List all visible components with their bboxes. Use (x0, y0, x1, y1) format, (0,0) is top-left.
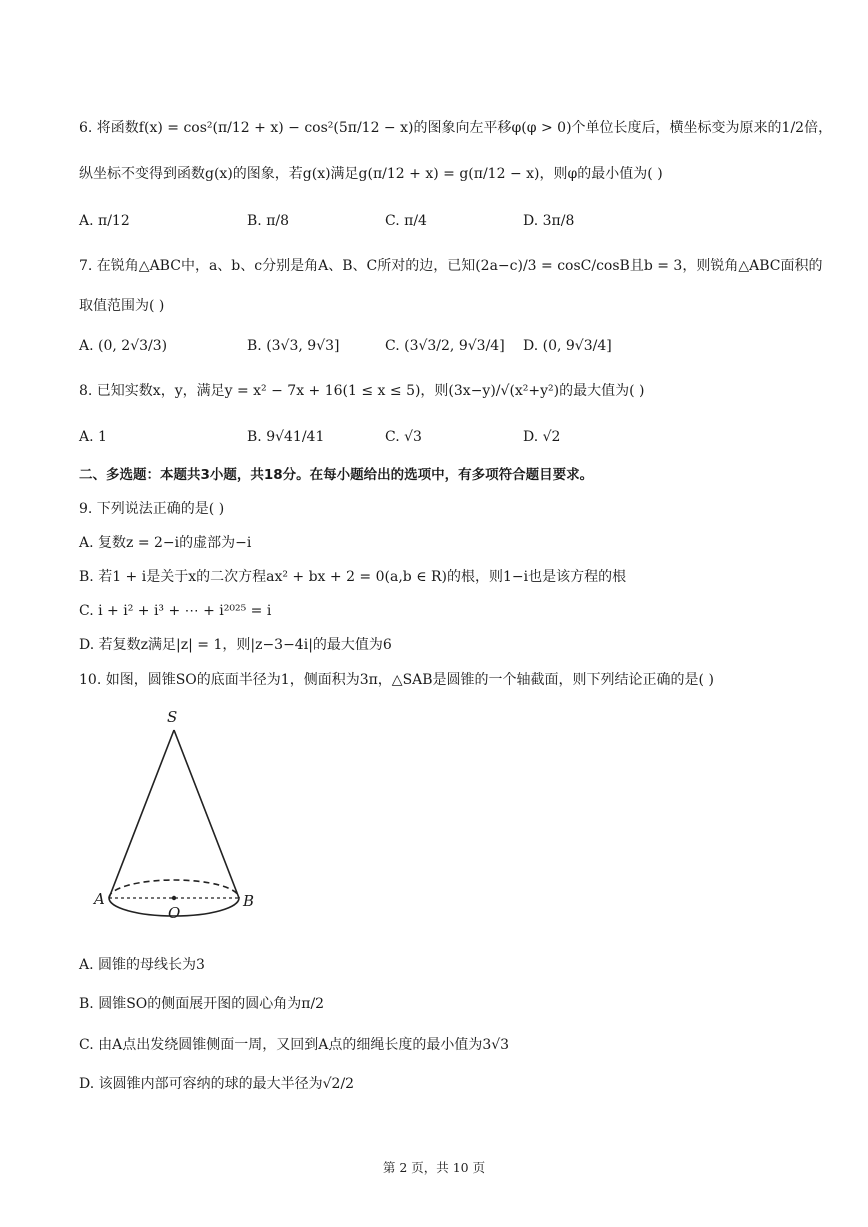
q10-option-b: B. 圆锥SO的侧面展开图的圆心角为π/2 (79, 996, 325, 1012)
q10-option-a: A. 圆锥的母线长为3 (79, 957, 205, 973)
label-b: B (243, 892, 255, 910)
label-o: O (168, 904, 181, 922)
q7-option-d: D. (0, 9√3/4] (523, 338, 612, 354)
label-a: A (94, 890, 105, 908)
q8-option-a: A. 1 (79, 429, 107, 445)
center-point-o (172, 896, 176, 900)
q6-option-b: B. π/8 (247, 213, 290, 229)
q8-stem-line1: 8. 已知实数x，y，满足y = x² − 7x + 16(1 ≤ x ≤ 5)，则(3x−y)/√(x²+y²)的最大值为( ) (79, 383, 645, 399)
q10-stem-line1: 10. 如图，圆锥SO的底面半径为1，侧面积为3π，△SAB是圆锥的一个轴截面，则下列结论正确的是( ) (79, 672, 714, 688)
cone-figure (88, 708, 278, 928)
q7-stem-line1: 7. 在锐角△ABC中，a、b、c分别是角A、B、C所对的边，已知(2a−c)/3 = cosC/cosB且b = 3，则锐角△ABC面积的 (79, 258, 823, 274)
q7-stem-line2: 取值范围为( ) (79, 298, 165, 314)
label-s: S (167, 708, 178, 726)
page-number-footer: 第 2 页，共 10 页 (382, 1160, 486, 1175)
q8-option-d: D. √2 (523, 429, 561, 445)
q6-option-c: C. π/4 (385, 213, 427, 229)
q9-option-d: D. 若复数z满足|z| = 1，则|z−3−4i|的最大值为6 (79, 637, 392, 653)
q6-stem-line1: 6. 将函数f(x) = cos²(π/12 + x) − cos²(5π/12 − x)的图象向左平移φ(φ > 0)个单位长度后，横坐标变为原来的1/2倍， (79, 120, 833, 136)
cone-generatrix-left (109, 730, 174, 898)
section-heading-multiple-choice: 二、多选题：本题共3小题，共18分。在每小题给出的选项中，有多项符合题目要求。 (79, 467, 594, 483)
cone-generatrix-right (174, 730, 239, 898)
q8-option-b: B. 9√41/41 (247, 429, 325, 445)
q9-option-a: A. 复数z = 2−i的虚部为−i (79, 535, 252, 551)
q10-option-d: D. 该圆锥内部可容纳的球的最大半径为√2/2 (79, 1076, 355, 1092)
q8-option-c: C. √3 (385, 429, 422, 445)
q7-option-c: C. (3√3/2, 9√3/4] (385, 338, 505, 354)
q6-stem-line2: 纵坐标不变得到函数g(x)的图象，若g(x)满足g(π/12 + x) = g(π/12 − x)，则φ的最小值为( ) (79, 166, 663, 182)
q9-option-b: B. 若1 + i是关于x的二次方程ax² + bx + 2 = 0(a,b ∈ R)的根，则1−i也是该方程的根 (79, 569, 627, 585)
q7-option-b: B. (3√3, 9√3] (247, 338, 340, 354)
q10-option-c: C. 由A点出发绕圆锥侧面一周，又回到A点的细绳长度的最小值为3√3 (79, 1037, 510, 1053)
q7-option-a: A. (0, 2√3/3) (79, 338, 168, 354)
q6-option-a: A. π/12 (79, 213, 130, 229)
q9-option-c: C. i + i² + i³ + ⋯ + i²⁰²⁵ = i (79, 603, 272, 619)
q9-stem-line1: 9. 下列说法正确的是( ) (79, 501, 225, 517)
cone-base-back-arc (109, 880, 239, 898)
q6-option-d: D. 3π/8 (523, 213, 575, 229)
